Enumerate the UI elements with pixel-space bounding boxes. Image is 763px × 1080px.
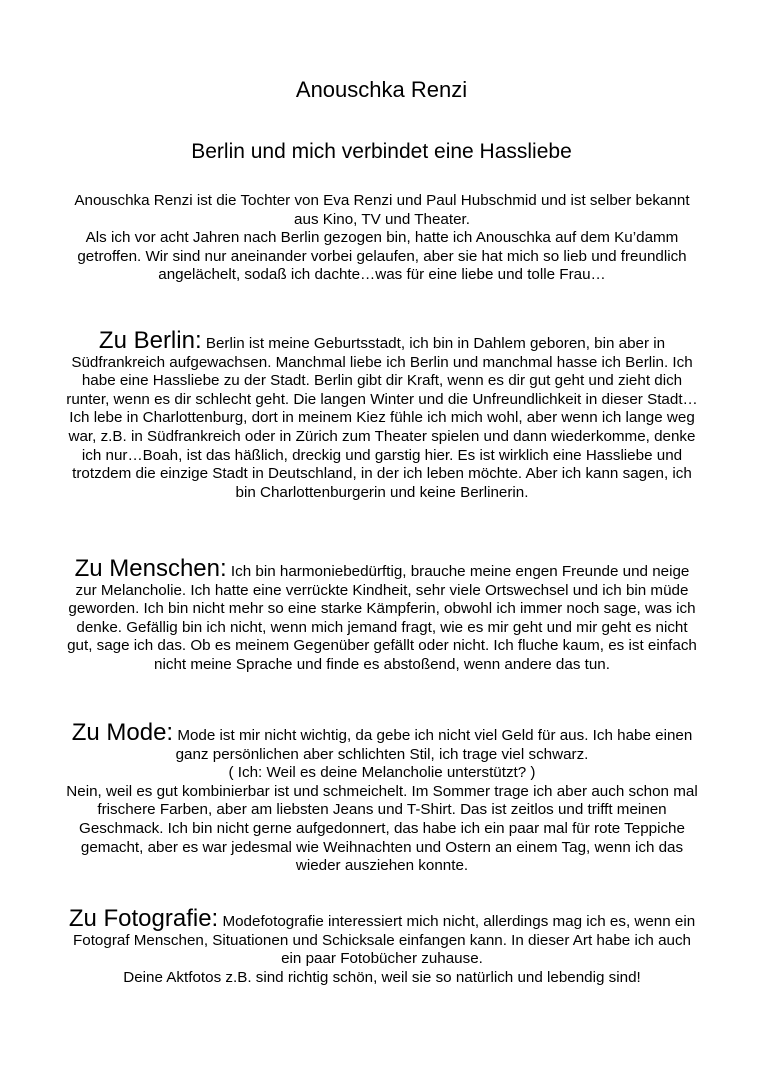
closing-line: Deine Aktfotos z.B. sind richtig schön, weil sie so natürlich und lebendig sind!	[123, 968, 641, 986]
intro-line: Anouschka Renzi ist die Tochter von Eva Renzi und Paul Hubschmid und ist selber bekannt aus Kino, TV und Theater.	[74, 192, 690, 228]
intro-line: Als ich vor acht Jahren nach Berlin gezogen bin, hatte ich Anouschka auf dem Ku’damm getroffen. Wir sind nur aneinander vorbei gelaufen, aber sie hat mich so lieb und freundlich angelächelt, sodaß ich dachte…was für eine liebe und tolle Frau…	[77, 229, 687, 284]
section-heading: Zu Berlin:	[98, 327, 202, 354]
section-heading: Zu Menschen:	[74, 555, 227, 582]
author-name: Anouschka Renzi	[295, 77, 468, 102]
section-paragraph	[62, 327, 702, 502]
article-title: Berlin und mich verbindet eine Hassliebe	[191, 140, 572, 163]
section-paragraph	[62, 555, 702, 675]
section-text: Mode ist mir nicht wichtig, da gebe ich nicht viel Geld für aus. Ich habe einen ganz persönlichen aber schlichten Stil, ich trage viel schwarz.	[175, 727, 693, 763]
section-mode	[62, 719, 702, 876]
section-berlin	[62, 327, 702, 502]
section-heading: Zu Fotografie:	[68, 905, 219, 932]
section-text: Berlin ist meine Geburtsstadt, ich bin in Dahlem geboren, bin aber in Südfrankreich aufgewachsen. Manchmal liebe ich Berlin und manchmal hasse ich Berlin. Ich habe eine Hassliebe zu der Stadt. Berlin gibt dir Kraft, wenn es dir gut geht und zieht dich runter, wenn es dir schlecht geht. Die langen Winter und die Unfreundlichkeit in dieser Stadt…Ich lebe in Charlottenburg, dort in meinem Kiez fühle ich mich wohl, aber wenn ich lange weg war, z.B. in Südfrankreich oder in Zürich zum Theater spielen und dann wiederkomme, denke ich nur…Boah, ist das häßlich, dreckig und garstig hier. Es ist wirklich eine Hassliebe und trotzdem die einzige Stadt in Deutschland, in der ich leben möchte. Aber ich kann sagen, ich bin Charlottenburgerin und keine Berlinerin.	[66, 335, 698, 501]
section-text: Ich bin harmoniebedürftig, brauche meine engen Freunde und neige zur Melancholie. Ich hatte eine verrückte Kindheit, sehr viele Ortswechsel und ich bin müde geworden. Ich bin nicht mehr so eine starke Kämpferin, obwohl ich immer noch sage, was ich denke. Gefällig bin ich nicht, wenn mich jemand fragt, wie es mir geht und mir geht es nicht gut, sage ich das. Ob es meinem Gegenüber gefällt oder nicht. Ich fluche kaum, es ist einfach nicht meine Sprache und finde es abstoßend, wenn andere das tun.	[67, 563, 697, 673]
interview-answer: Nein, weil es gut kombinierbar ist und schmeichelt. Im Sommer trage ich aber auch schon mal frischere Farben, aber am liebsten Jeans und T-Shirt. Das ist zeitlos und trifft meinen Geschmack. Ich bin nicht gerne aufgedonnert, das habe ich ein paar mal für rote Teppiche gemacht, aber es war jedesmal wie Weihnachten und Ostern an einem Tag, wenn ich das wieder ausziehen konnte.	[66, 782, 698, 875]
section-paragraph	[62, 719, 702, 764]
section-fotografie	[62, 905, 702, 987]
section-paragraph	[62, 905, 702, 969]
interview-question: ( Ich: Weil es deine Melancholie unterstützt? )	[228, 764, 536, 782]
intro-paragraph	[62, 192, 702, 285]
section-text: Modefotografie interessiert mich nicht, allerdings mag ich es, wenn ein Fotograf Menschen, Situationen und Schicksale einfangen kann. In dieser Art habe ich auch ein paar Fotobücher zuhause.	[72, 913, 696, 968]
section-menschen	[62, 555, 702, 675]
section-heading: Zu Mode:	[71, 719, 174, 746]
